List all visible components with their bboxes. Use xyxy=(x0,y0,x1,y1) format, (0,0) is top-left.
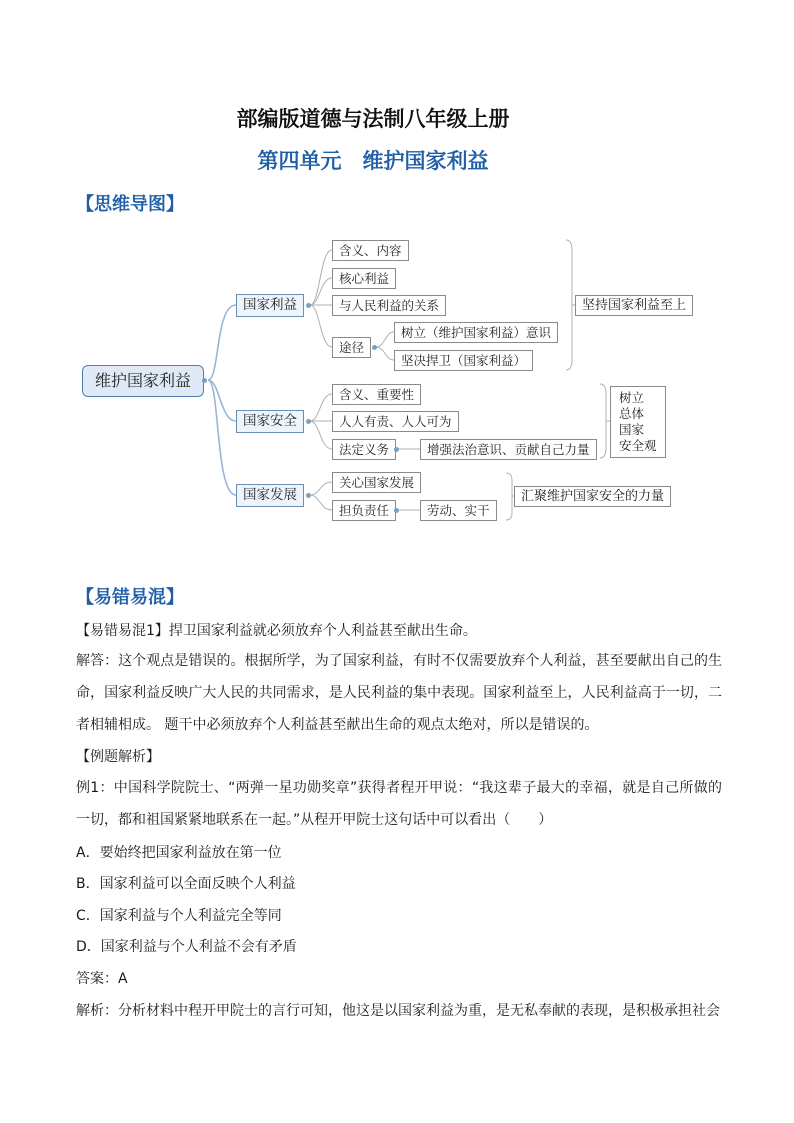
analysis-line: 解析：分析材料中程开甲院士的言行可知，他这是以国家利益为重，是无私奉献的表现，是积极承担社会 xyxy=(76,1003,720,1019)
error-answer: 解答：这个观点是错误的。根据所学，为了国家利益，有时不仅需要放弃个人利益，甚至要献出自己的生命，国家利益反映广大人民的共同需求，是人民利益的集中表现。国家利益至上，人民利益高于一切，二者相辅相成。 题干中必须放弃个人利益甚至献出生命的观点太绝对，所以是错误的。 xyxy=(76,653,722,733)
mind-map xyxy=(0,230,794,530)
collapse-dot-icon xyxy=(372,345,377,350)
error-question: 【易错易混1】捍卫国家利益就必须放弃个人利益甚至献出生命。 xyxy=(76,623,477,639)
summary-security-outlook xyxy=(610,386,666,458)
node-care-development: 关心国家发展 xyxy=(332,472,421,493)
node-meaning-content: 含义、内容 xyxy=(332,240,409,261)
branch-national-development: 国家发展 xyxy=(236,484,304,507)
summary-line: 国家 xyxy=(619,422,645,437)
summary-gather-strength: 汇聚维护国家安全的力量 xyxy=(514,486,671,507)
option-d: D．国家利益与个人利益不会有矛盾 xyxy=(76,939,297,955)
node-legal-duty: 法定义务 xyxy=(332,439,396,460)
summary-line: 总体 xyxy=(619,406,645,421)
collapse-dot-icon xyxy=(394,508,399,513)
node-labor-work: 劳动、实干 xyxy=(420,500,497,521)
document-title: 部编版道德与法制八年级上册 xyxy=(236,106,510,131)
node-defend-interest: 坚决捍卫（国家利益） xyxy=(394,350,533,371)
answer-line: 答案：A xyxy=(76,971,128,987)
example-question: 例1：中国科学院院士、“两弹一星功勋奖章”获得者程开甲说：“我这辈子最大的幸福，就是自己所做的一切，都和祖国紧紧地联系在一起。”从程开甲院士这句话中可以看出（ ） xyxy=(76,780,722,828)
collapse-dot-icon xyxy=(202,378,207,383)
collapse-dot-icon xyxy=(394,447,399,452)
branch-national-interest: 国家利益 xyxy=(236,294,304,317)
node-establish-awareness: 树立（维护国家利益）意识 xyxy=(394,322,558,343)
summary-interest-first: 坚持国家利益至上 xyxy=(575,295,693,316)
node-take-responsibility: 担负责任 xyxy=(332,500,396,521)
node-legal-awareness: 增强法治意识、贡献自己力量 xyxy=(420,439,597,460)
branch-national-security: 国家安全 xyxy=(236,410,304,433)
collapse-dot-icon xyxy=(306,493,311,498)
node-everyone-responsible: 人人有责、人人可为 xyxy=(332,411,459,432)
option-b: B．国家利益可以全面反映个人利益 xyxy=(76,876,296,892)
node-relation-people: 与人民利益的关系 xyxy=(332,295,446,316)
collapse-dot-icon xyxy=(306,419,311,424)
node-meaning-importance: 含义、重要性 xyxy=(332,384,421,405)
section-heading-mindmap: 【思维导图】 xyxy=(76,194,184,215)
node-approach: 途径 xyxy=(332,337,371,358)
summary-line: 安全观 xyxy=(619,438,657,453)
unit-title: 第四单元 维护国家利益 xyxy=(257,148,489,173)
summary-line: 树立 xyxy=(619,390,645,405)
example-heading: 【例题解析】 xyxy=(76,749,160,765)
collapse-dot-icon xyxy=(306,303,311,308)
option-c: C．国家利益与个人利益完全等同 xyxy=(76,908,282,924)
mindmap-root: 维护国家利益 xyxy=(82,365,204,397)
option-a: A．要始终把国家利益放在第一位 xyxy=(76,845,282,861)
node-core-interest: 核心利益 xyxy=(332,268,396,289)
section-heading-errors: 【易错易混】 xyxy=(76,587,184,608)
